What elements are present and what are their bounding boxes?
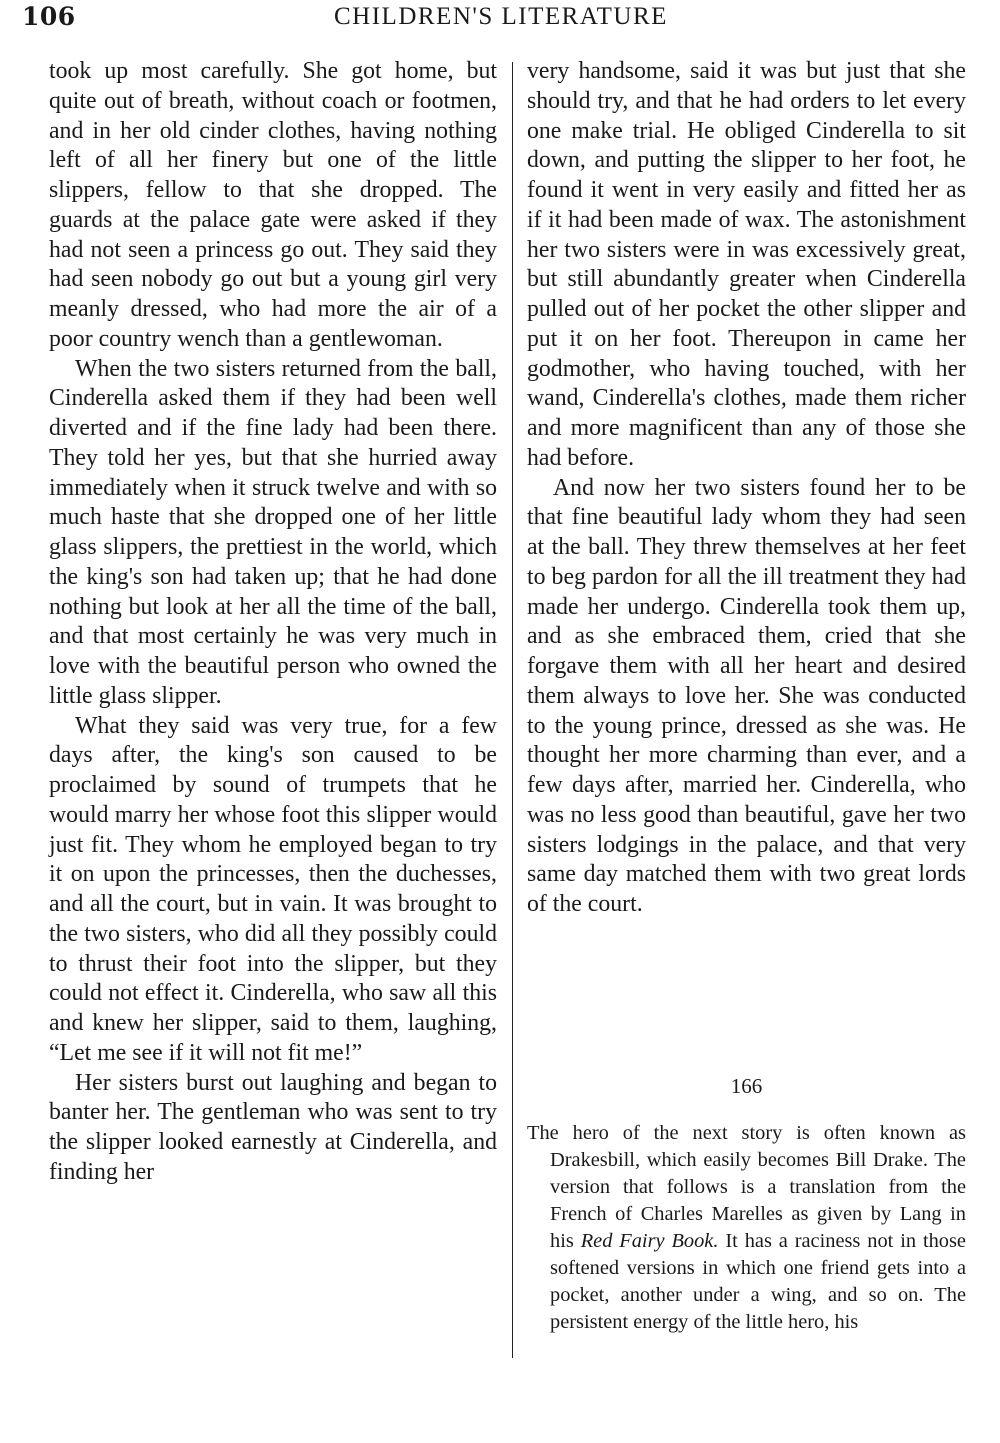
page-header <box>22 2 964 36</box>
page-number: 106 <box>22 2 76 31</box>
paragraph: When the two sisters returned from the ball, Cinderella asked them if they had been well diverted and if the fine lady had been there. They told her yes, but that she hurried away immediately when it struck twelve and with so much haste that she dropped one of her little glass slippers, the prettiest in the world, which the king's son had taken up; that he had done nothing but look at her all the time of the ball, and that most certainly he was very much in love with the beautiful person who owned the little glass slipper. <box>49 355 497 709</box>
column-divider <box>512 62 513 1358</box>
paragraph: took up most carefully. She got home, but quite out of breath, without coach or footmen, and in her old cinder clothes, having nothing left of all her finery but one of the little slippers, fellow to that she dropped. The guards at the palace gate were asked if they had not seen a princess go out. They said they had seen nobody go out but a young girl very meanly dressed, who had more the air of a poor country wench than a gentlewoman. <box>49 58 497 352</box>
paragraph: And now her two sisters found her to be that fine beautiful lady whom they had seen at the ball. They threw themselves at her feet to beg pardon for all the ill treatment they had made her undergo. Cinderella took them up, and as she embraced them, cried that she forgave them with all her heart and desired them always to love her. She was conducted to the young prince, dressed as she was. He thought her more charming than ever, and a few days after, married her. Cinderella, who was no less good than beautiful, gave her two sisters lodgings in the palace, and that very same day matched them with two great lords of the court. <box>527 474 966 917</box>
note-text: It has a raciness not in those softened versions in which one friend gets into a pocket, another under a wing, and so on. The persistent energy of the little hero, his <box>550 1230 966 1333</box>
paragraph: very handsome, said it was but just that she should try, and that he had orders to let every one make trial. He obliged Cinderella to sit down, and putting the slipper to her foot, he found it went in very easily and fitted her as if it had been made of wax. The astonishment her two sisters were in was excessively great, but still abundantly greater when Cinderella pulled out of her pocket the other slipper and put it on her foot. Thereupon in came her godmother, who having touched, with her wand, Cinderella's clothes, made them richer and more magnificent than any of those she had before. <box>527 58 966 471</box>
note-text: The hero of the next story is often known as Drakesbill, which easily becomes Bill Drake. The version that follows is a translation from the French of Charles Marelles as given by Lang in his <box>527 1122 966 1252</box>
left-column <box>49 57 497 1188</box>
right-column <box>527 57 966 920</box>
paragraph: Her sisters burst out laughing and began to banter her. The gentleman who was sent to try the slipper looked earnestly at Cinderella, and finding her <box>49 1069 497 1185</box>
editorial-note <box>527 1120 966 1336</box>
book-title: Red Fairy Book. <box>580 1230 719 1252</box>
selection-number: 166 <box>730 1074 763 1098</box>
paragraph: What they said was very true, for a few days after, the king's son caused to be proclaimed by sound of trumpets that he would marry her whose foot this slipper would just fit. They whom he employed began to try it on upon the princesses, then the duchesses, and all the court, but in vain. It was brought to the two sisters, who did all they possibly could to thrust their foot into the slipper, but they could not effect it. Cinderella, who saw all this and knew her slipper, said to them, laughing, “Let me see if it will not fit me!” <box>49 712 497 1066</box>
running-title: CHILDREN'S LITERATURE <box>334 3 668 30</box>
